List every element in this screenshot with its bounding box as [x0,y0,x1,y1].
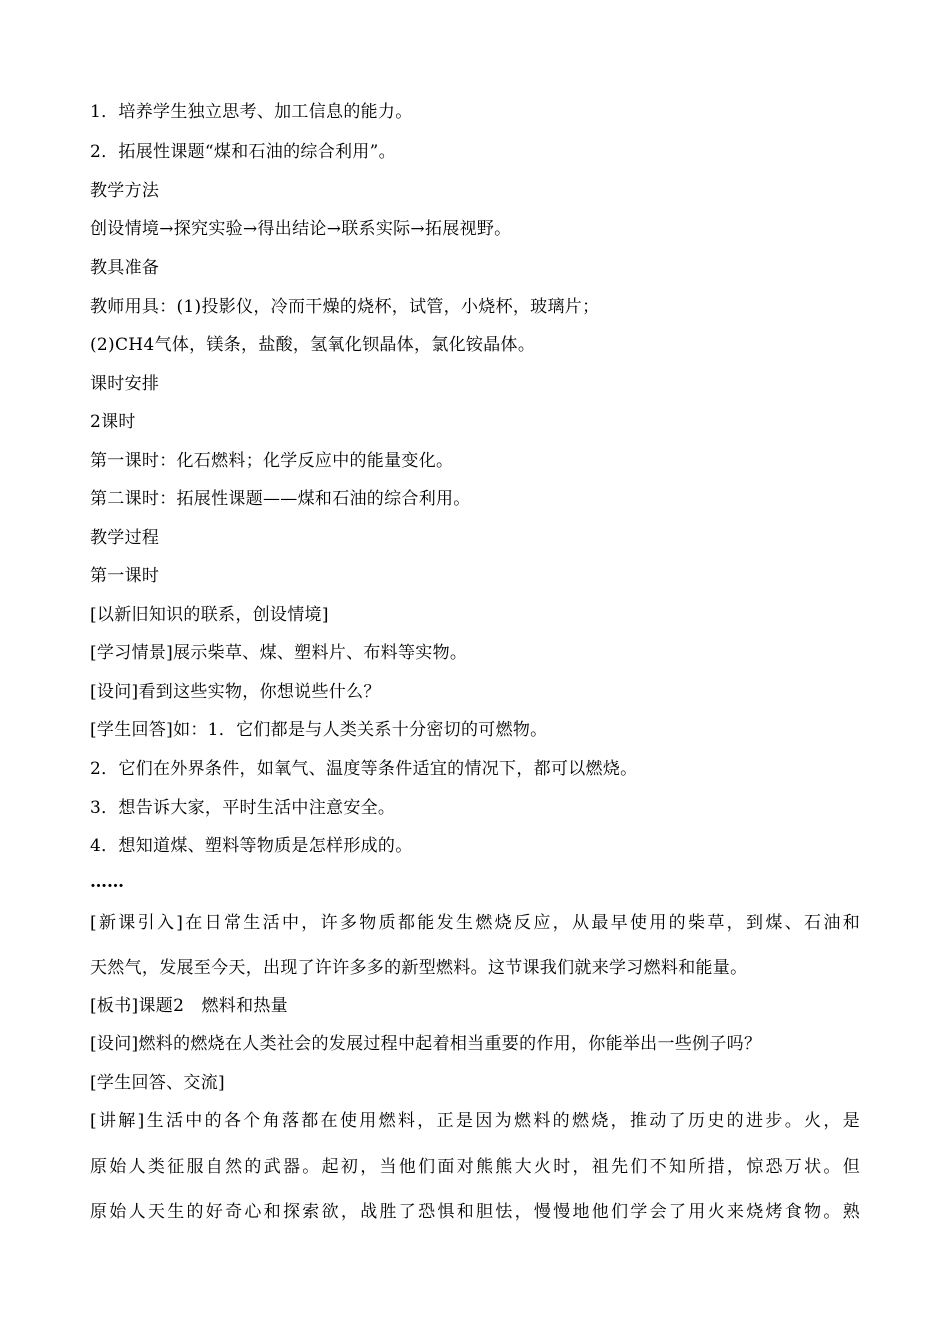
explanation-line-3: 原始人天生的好奇心和探索欲，战胜了恐惧和胆怯，慢慢地他们学会了用火来烧烤食物。熟 [90,1202,860,1222]
process-step: [学习情景]展示柴草、煤、塑料片、布料等实物。 [90,643,468,663]
heading-lesson-1: 第一课时 [90,566,160,586]
teaching-aids-line-1: 教师用具：(1)投影仪，冷而干燥的烧杯，试管，小烧杯，玻璃片； [90,297,600,317]
blackboard-title: [板书]课题2 燃料和热量 [90,996,288,1016]
student-answer-item-2: 2．它们在外界条件，如氧气、温度等条件适宜的情况下，都可以燃烧。 [90,759,638,779]
heading-teaching-method: 教学方法 [90,181,160,201]
new-lesson-intro-line-1: [新课引入]在日常生活中，许多物质都能发生燃烧反应，从最早使用的柴草，到煤、石油和 [90,913,860,933]
heading-teaching-process: 教学过程 [90,528,160,548]
teaching-aids-line-2: (2)CH4气体，镁条，盐酸，氢氧化钡晶体，氯化铵晶体。 [90,335,536,355]
objective-item-1: 1．培养学生独立思考、加工信息的能力。 [90,102,413,122]
student-answer-item-3: 3．想告诉大家，平时生活中注意安全。 [90,798,396,818]
ellipsis: …… [90,872,124,892]
student-answer-item-4: 4．想知道煤、塑料等物质是怎样形成的。 [90,836,413,856]
process-step: [设问]看到这些实物，你想说些什么？ [90,682,381,702]
student-answer: [学生回答]如：1．它们都是与人类关系十分密切的可燃物。 [90,720,548,740]
heading-teaching-aids: 教具准备 [90,258,160,278]
schedule-total: 2课时 [90,412,136,432]
question-line: [设问]燃料的燃烧在人类社会的发展过程中起着相当重要的作用，你能举出一些例子吗？ [90,1034,762,1054]
teaching-method-text: 创设情境→探究实验→得出结论→联系实际→拓展视野。 [90,219,512,239]
explanation-line-1: [讲解]生活中的各个角落都在使用燃料，正是因为燃料的燃烧，推动了历史的进步。火，是 [90,1111,860,1131]
objective-item-2: 2．拓展性课题“煤和石油的综合利用”。 [90,142,396,162]
schedule-lesson-2: 第二课时：拓展性课题——煤和石油的综合利用。 [90,489,471,509]
student-exchange: [学生回答、交流] [90,1073,225,1093]
process-step: [以新旧知识的联系，创设情境] [90,605,329,625]
new-lesson-intro-line-2: 天然气，发展至今天，出现了许许多多的新型燃料。这节课我们就来学习燃料和能量。 [90,958,748,978]
schedule-lesson-1: 第一课时：化石燃料；化学反应中的能量变化。 [90,451,454,471]
explanation-line-2: 原始人类征服自然的武器。起初，当他们面对熊熊大火时，祖先们不知所措，惊恐万状。但 [90,1157,860,1177]
heading-schedule: 课时安排 [90,374,160,394]
